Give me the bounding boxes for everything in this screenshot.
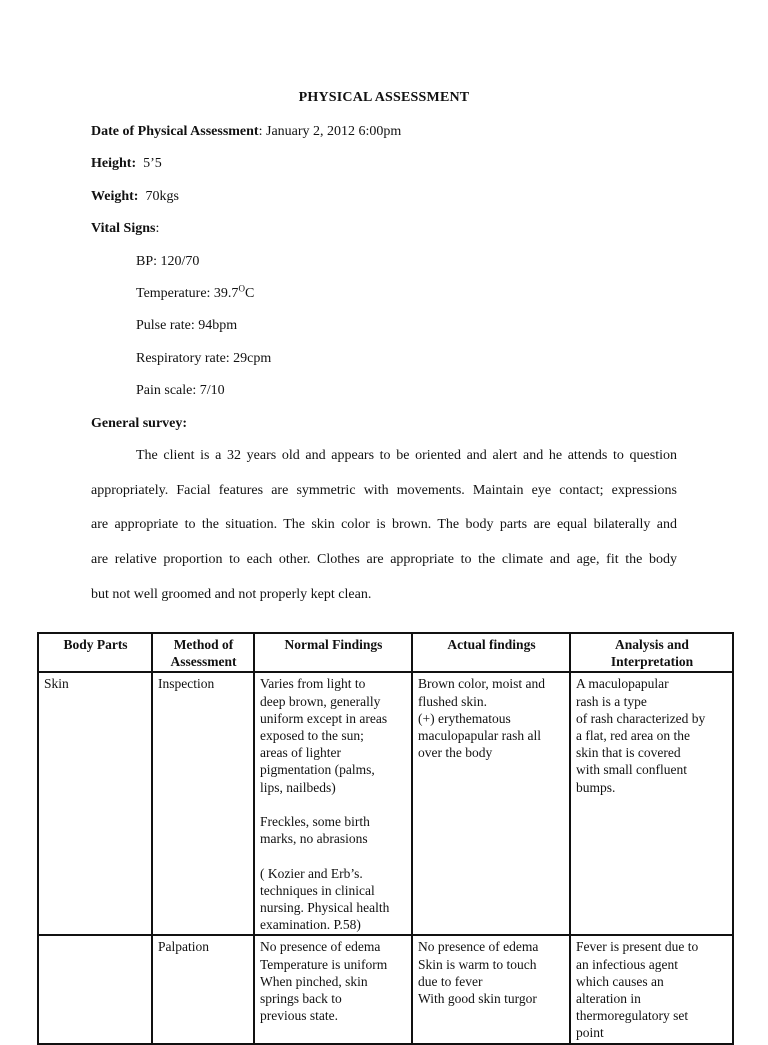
table-row <box>38 672 733 935</box>
cell-line: (+) erythematous <box>418 710 511 726</box>
cell-line: maculopapular rash all <box>418 728 541 744</box>
vital-temperature <box>136 283 255 302</box>
cell-analysis <box>570 935 733 1043</box>
cell-line: Temperature is uniform <box>260 956 388 972</box>
header-analysis <box>570 633 733 672</box>
cell-line: techniques in clinical <box>260 882 375 898</box>
cell-line: springs back to <box>260 991 342 1007</box>
height-label: Height: <box>91 156 137 171</box>
degree-symbol: O <box>238 283 245 294</box>
cell-line: With good skin turgor <box>418 991 537 1007</box>
vital-pain: Pain scale: 7/10 <box>136 383 225 398</box>
cell-line: ( Kozier and Erb’s. <box>260 865 363 881</box>
page-title: PHYSICAL ASSESSMENT <box>298 90 470 105</box>
general-survey-line: are appropriate to the situation. The skin color is brown. The body parts are equal bilaterally and <box>91 517 677 532</box>
cell-line: a flat, red area on the <box>576 728 690 744</box>
cell-line: A maculopapular <box>576 676 669 692</box>
cell-line: uniform except in areas <box>260 710 388 726</box>
cell-line: No presence of edema <box>260 939 381 955</box>
cell-body-part <box>38 935 152 1043</box>
cell-line: an infectious agent <box>576 956 678 972</box>
cell-line: No presence of edema <box>418 939 539 955</box>
cell-line: exposed to the sun; <box>260 728 364 744</box>
vital-respiratory: Respiratory rate: 29cpm <box>136 351 272 366</box>
cell-line: deep brown, generally <box>260 693 381 709</box>
cell-line: point <box>576 1025 604 1041</box>
weight-value: 70kgs <box>145 189 179 204</box>
cell-line: skin that is covered <box>576 745 681 761</box>
cell-line: nursing. Physical health <box>260 900 390 916</box>
cell-line: thermoregulatory set <box>576 1008 689 1024</box>
cell-line: examination. P.58) <box>260 917 361 933</box>
general-survey-heading <box>91 416 187 432</box>
vital-pulse: Pulse rate: 94bpm <box>136 318 238 333</box>
cell-line: When pinched, skin <box>260 973 368 989</box>
general-survey-line: The client is a 32 years old and appears to be oriented and alert and he attends to question <box>136 448 677 463</box>
general-survey-line: but not well groomed and not properly kept clean. <box>91 587 372 602</box>
spacer <box>260 847 407 864</box>
cell-method: Palpation <box>152 935 254 1043</box>
vital-signs-colon: : <box>155 221 160 236</box>
temperature-value: Temperature: 39.7 <box>136 286 239 301</box>
vital-bp: BP: 120/70 <box>136 254 200 269</box>
vital-signs-label: Vital Signs <box>91 221 156 236</box>
header-analysis-line: Analysis and <box>615 637 689 652</box>
table-row <box>38 935 733 1043</box>
cell-line: rash is a type <box>576 693 647 709</box>
date-value: : January 2, 2012 6:00pm <box>258 124 402 139</box>
height-value: 5’5 <box>143 156 162 171</box>
cell-method: Inspection <box>152 672 254 935</box>
cell-line: of rash characterized by <box>576 710 706 726</box>
general-survey-line: are relative proportion to each other. Clothes are appropriate to the climate and age, fit the body <box>91 552 677 567</box>
cell-line: Brown color, moist and <box>418 676 545 692</box>
cell-line: marks, no abrasions <box>260 831 368 847</box>
header-body-parts-text: Body Parts <box>63 637 128 652</box>
cell-line: Freckles, some birth <box>260 814 370 830</box>
header-method <box>152 633 254 672</box>
cell-line: Varies from light to <box>260 676 366 692</box>
header-actual-text: Actual findings <box>447 637 536 652</box>
assessment-date <box>91 124 401 140</box>
cell-line: areas of lighter <box>260 745 341 761</box>
date-label: Date of Physical Assessment <box>91 124 259 139</box>
cell-analysis <box>570 672 733 935</box>
cell-line: flushed skin. <box>418 693 487 709</box>
cell-line: over the body <box>418 745 493 761</box>
cell-line: Skin is warm to touch <box>418 956 537 972</box>
cell-body-part: Skin <box>38 672 152 935</box>
cell-line: lips, nailbeds) <box>260 779 336 795</box>
header-normal-findings <box>254 633 412 672</box>
cell-normal-findings <box>254 672 412 935</box>
cell-line: Fever is present due to <box>576 939 699 955</box>
cell-line: pigmentation (palms, <box>260 762 375 778</box>
height-line <box>91 156 162 172</box>
general-survey-line: appropriately. Facial features are symmetric with movements. Maintain eye contact; expressions <box>91 483 677 498</box>
cell-line: previous state. <box>260 1008 338 1024</box>
cell-line: which causes an <box>576 973 664 989</box>
cell-line: alteration in <box>576 991 641 1007</box>
header-method-line: Assessment <box>170 654 237 670</box>
cell-line: with small confluent <box>576 762 687 778</box>
cell-line: due to fever <box>418 973 483 989</box>
assessment-table <box>37 632 734 1045</box>
cell-normal-findings <box>254 935 412 1043</box>
table-header-row <box>38 633 733 672</box>
header-method-line: Method of <box>173 637 234 652</box>
general-survey-label: General survey: <box>91 416 188 431</box>
weight-line <box>91 189 179 205</box>
vital-signs-heading <box>91 221 159 237</box>
temperature-unit: C <box>244 286 255 301</box>
header-analysis-line: Interpretation <box>610 654 694 670</box>
weight-label: Weight: <box>91 189 139 204</box>
header-normal-text: Normal Findings <box>284 637 383 652</box>
spacer <box>260 796 407 813</box>
header-actual-findings <box>412 633 570 672</box>
cell-actual-findings <box>412 935 570 1043</box>
cell-line: bumps. <box>576 779 616 795</box>
header-body-parts <box>38 633 152 672</box>
cell-actual-findings <box>412 672 570 935</box>
